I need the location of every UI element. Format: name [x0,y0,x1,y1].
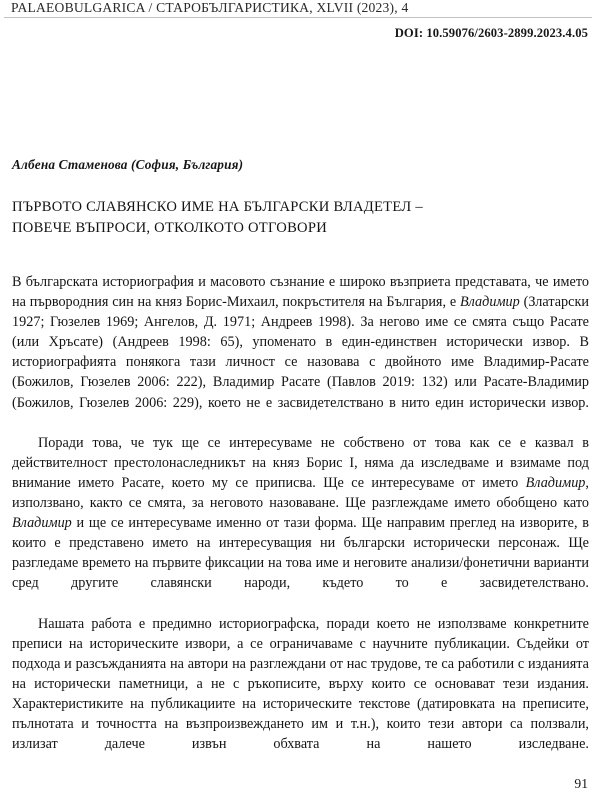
running-head: PALAEOBULGARICA / СТАРОБЪЛГАРИСТИКА, XLVII (2023), 4 [11,0,409,15]
body-text-run: (Златарски 1927; Гюзелев 1969; Ангелов, Д. 1971; Андреев 1998). За негово име се смята също Расате (или Хръсате) (Андреев 1998: 65), упоменато в един-единствен исторически извор. В историографията понякога тази личност се назовава с двойното име Владимир-Расате (Божилов, Гюзелев 2006: 222), Владимир Расате (Павлов 2019: 132) или Расате-Владимир (Божилов, Гюзелев 2006: 229), което не е засвидетелствано в нито един исторически извор. [12,294,589,411]
article-title-line-2: ПОВЕЧЕ ВЪПРОСИ, ОТКОЛКОТО ОТГОВОРИ [12,220,328,236]
body-text-run: В българската историография и масовото съзнание е широко възприета представата, че името на първородния син на княз Борис-Михаил, покръстителя на България, е [12,274,589,311]
header-divider-rule [4,17,592,18]
italic-term: Владимир [12,515,72,532]
body-text-run: Поради това, че тук ще се интересуваме не собствено от това как се е казвал в действителност престолонаследникът на княз Борис I, няма да изследваме и взимаме под внимание името Расате, което му се приписва. Ще се интересуваме от името [12,434,589,491]
doi-identifier[interactable]: DOI: 10.59076/2603-2899.2023.4.05 [394,26,588,40]
article-title [12,197,588,239]
body-text-run: Нашата работа е предимно историографска, поради което не използваме конкретните преписи на историческите извори, а се ограничаваме с научните публикации. Съдейки от подхода и разсъжданията на автори на разглеждани от нас трудове, те са работили с изданията на исторически паметници, а не с ръкописите, върху които се основават тези издания. Характеристиките на публикациите на историческите текстове (датировката на преписите, пълнотата и точността на възпроизвеждането им и т.н.), които тези автори са ползвали, излизат далече извън обхвата на нашето изследване. [12,615,589,753]
body-paragraph [12,272,589,433]
article-title-line-1: ПЪРВОТО СЛАВЯНСКО ИМЕ НА БЪЛГАРСКИ ВЛАДЕТЕЛ – [12,199,423,215]
article-body [12,272,589,774]
italic-term: Владимир [459,294,520,311]
body-text-run: и ще се интересуваме именно от тази форма. Ще направим преглед на изворите, в които е представено името на интересуващия ни български исторически персонаж. Ще разгледаме времето на първите фиксации на това име и неговите анализи/фонетични варианти сред другите славянски народи, където то е засвидетелствано. [12,515,589,592]
body-text-run: , използвано, както се смята, за неговото назоваване. Ще разглеждаме името обобщено като [12,474,589,512]
page-number: 91 [574,776,588,791]
body-paragraph [12,614,589,775]
author-byline: Албена Стаменова (София, България) [12,157,244,172]
body-paragraph [12,433,589,614]
italic-term: Владимир [525,474,586,491]
